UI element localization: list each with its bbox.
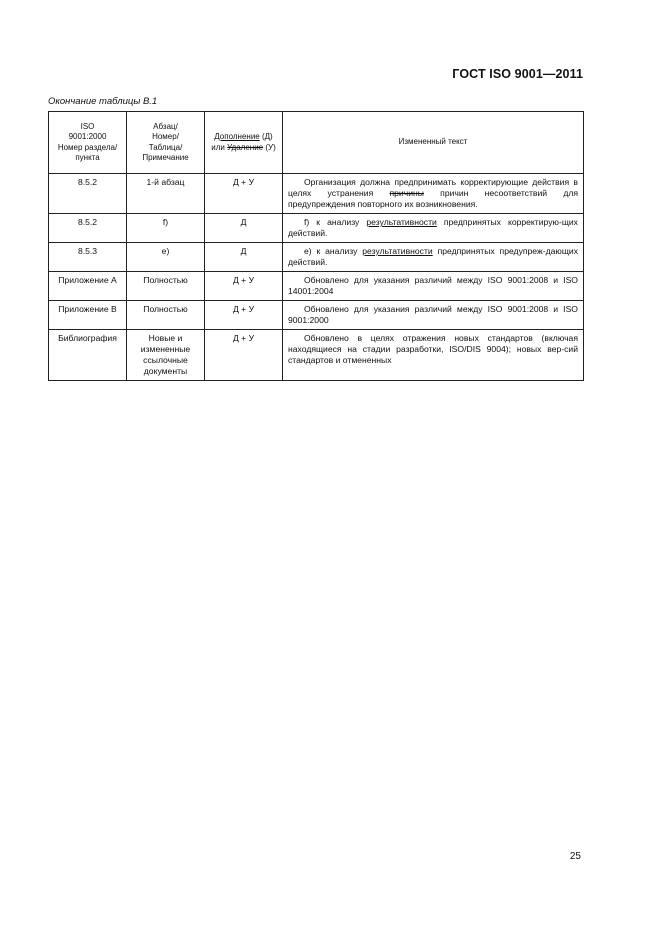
table-row [49, 174, 584, 214]
table-row [49, 272, 584, 301]
header-paragraph: Абзац/ Номер/ Таблица/ Примечание [127, 112, 205, 174]
cell-paragraph: f) [127, 214, 205, 243]
cell-paragraph: Полностью [127, 272, 205, 301]
cell-paragraph: e) [127, 243, 205, 272]
cell-change: Д [205, 214, 283, 243]
table-caption: Окончание таблицы В.1 [48, 96, 158, 107]
cell-section: 8.5.2 [49, 214, 127, 243]
header-changed-text: Измененный текст [283, 112, 584, 174]
table-row [49, 214, 584, 243]
changes-table [48, 111, 584, 381]
header-change-type: Дополнение (Д) или Удаление (У) [205, 112, 283, 174]
cell-text: e) к анализу результативности предпринятых предупреж-дающих действий. [283, 243, 584, 272]
cell-section: Библиография [49, 330, 127, 381]
document-header: ГОСТ ISO 9001—2011 [452, 67, 583, 81]
table-row [49, 243, 584, 272]
cell-text: Обновлено в целях отражения новых стандартов (включая находящиеся на стадии разработки, ISO/DIS 9004); новых вер-сий стандартов и отмененных [283, 330, 584, 381]
cell-text: Обновлено для указания различий между ISO 9001:2008 и ISO 9001:2000 [283, 301, 584, 330]
cell-paragraph: Полностью [127, 301, 205, 330]
table-row [49, 330, 584, 381]
cell-section: 8.5.2 [49, 174, 127, 214]
cell-change: Д + У [205, 272, 283, 301]
cell-change: Д + У [205, 330, 283, 381]
cell-text: Обновлено для указания различий между ISO 9001:2008 и ISO 14001:2004 [283, 272, 584, 301]
table-header-row [49, 112, 584, 174]
cell-text: f) к анализу результативности предпринятых корректирую-щих действий. [283, 214, 584, 243]
cell-change: Д [205, 243, 283, 272]
cell-change: Д + У [205, 174, 283, 214]
cell-section: 8.5.3 [49, 243, 127, 272]
table-row [49, 301, 584, 330]
cell-paragraph: Новые и измененные ссылочные документы [127, 330, 205, 381]
page-number: 25 [569, 851, 581, 862]
cell-section: Приложение А [49, 272, 127, 301]
cell-paragraph: 1-й абзац [127, 174, 205, 214]
cell-text: Организация должна предпринимать корректирующие действия в целях устранения причины причин несоответствий для предупреждения повторного их возникновения. [283, 174, 584, 214]
header-section: ISO 9001:2000 Номер раздела/ пункта [49, 112, 127, 174]
cell-change: Д + У [205, 301, 283, 330]
cell-section: Приложение В [49, 301, 127, 330]
